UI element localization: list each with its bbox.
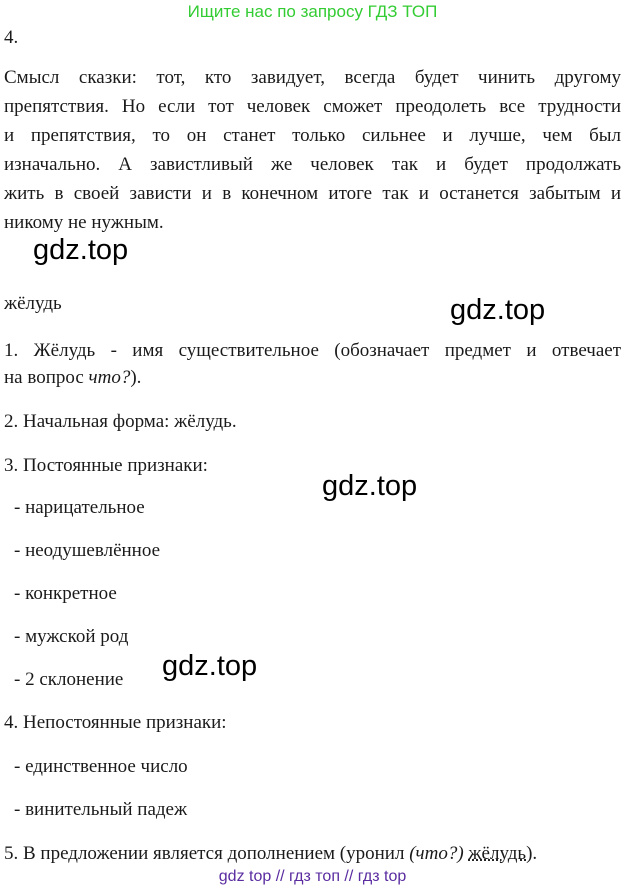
item-5-word: жёлудь	[468, 843, 527, 864]
item-1-text: на вопрос	[4, 367, 89, 388]
paragraph-line: изначально. А завистливый же человек так и будет продолжать	[4, 154, 621, 175]
paragraph-line: и препятствия, то он станет только сильнее и лучше, чем был	[4, 125, 621, 146]
constant-feature: - неодушевлённое	[14, 540, 160, 561]
paragraph-line: Смысл сказки: тот, кто завидует, всегда будет чинить другому	[4, 67, 621, 88]
constant-feature: - мужской род	[14, 626, 129, 647]
variable-feature: - винительный падеж	[14, 799, 188, 820]
constant-feature: - конкретное	[14, 583, 117, 604]
item-5-question: (что?)	[409, 843, 464, 864]
paragraph-line: никому не нужным.	[4, 212, 164, 233]
item-2: 2. Начальная форма: жёлудь.	[4, 411, 237, 432]
item-1-question: что?	[88, 367, 131, 388]
top-banner: Ищите нас по запросу ГДЗ ТОП	[187, 2, 438, 21]
watermark: gdz.top	[450, 294, 546, 326]
paragraph-line: препятствия. Но если тот человек сможет преодолеть все трудности	[4, 96, 621, 117]
item-5-text: 5. В предложении является дополнением (уронил	[4, 843, 410, 864]
paragraph-line: жить в своей зависти и в конечном итоге так и останется забытым и	[4, 183, 621, 204]
constant-feature: - 2 склонение	[14, 669, 124, 690]
item-5	[4, 840, 537, 868]
item-1-end: ).	[130, 367, 142, 388]
item-1-line2	[4, 364, 141, 392]
constant-feature: - нарицательное	[14, 497, 145, 518]
item-3: 3. Постоянные признаки:	[4, 455, 208, 476]
item-5-end: ).	[526, 843, 538, 864]
watermark: gdz.top	[322, 470, 418, 502]
item-4: 4. Непостоянные признаки:	[4, 712, 227, 733]
item-1-line1: 1. Жёлудь - имя существительное (обозначает предмет и отвечает	[4, 340, 621, 361]
variable-feature: - единственное число	[14, 756, 188, 777]
task-number: 4.	[4, 27, 19, 48]
analyzed-word: жёлудь	[4, 293, 62, 314]
watermark: gdz.top	[162, 650, 258, 682]
footer-watermark: gdz top // гдз топ // гдз top	[218, 868, 407, 885]
watermark: gdz.top	[33, 234, 129, 266]
